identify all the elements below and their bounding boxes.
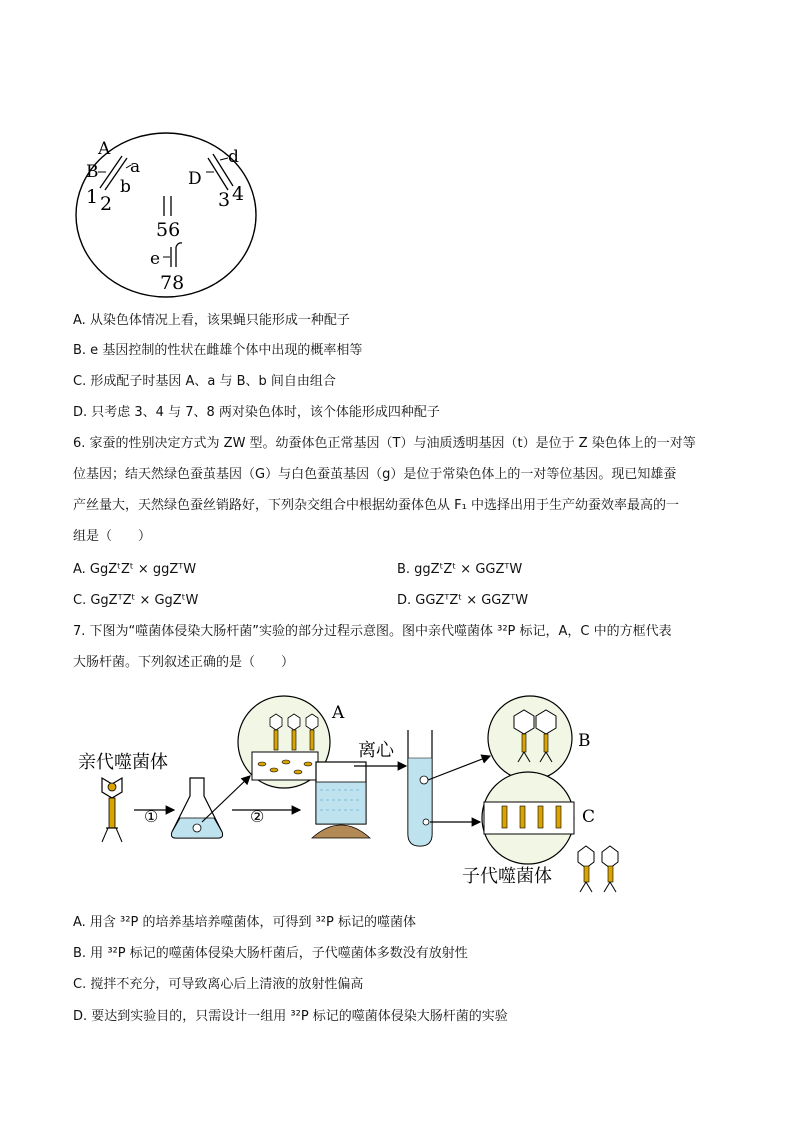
q5-option-c: C. 形成配子时基因 A、a 与 B、b 间自由组合 xyxy=(73,374,336,389)
q6-stem-line-2: 位基因；结天然绿色蚕茧基因（G）与白色蚕茧基因（g）是位于常染色体上的一对等位基因。现已知雄蚕 xyxy=(73,467,677,482)
q6-option-c: C. GgZᵀZᵗ × GgZᵗW xyxy=(73,593,199,608)
label-b: B xyxy=(578,731,591,751)
chromosome-5-6: 56 xyxy=(156,219,181,241)
q7-option-d: D. 要达到实验目的，只需设计一组用 ³²P 标记的噬菌体侵染大肠杆菌的实验 xyxy=(73,1009,508,1024)
gene-d: d xyxy=(228,147,239,167)
q5-option-d: D. 只考虑 3、4 与 7、8 两对染色体时，该个体能形成四种配子 xyxy=(73,405,440,420)
q6-option-a: A. GgZᵗZᵗ × ggZᵀW xyxy=(73,562,197,577)
q6-option-b: B. ggZᵗZᵗ × GGZᵀW xyxy=(397,562,523,577)
gene-B: B xyxy=(86,162,99,182)
q6-stem-line-1: 6. 家蚕的性别决定方式为 ZW 型。幼蚕体色正常基因（T）与油质透明基因（t）是位于 Z 染色体上的一对等 xyxy=(73,436,696,451)
label-c: C xyxy=(582,807,596,827)
chromosome-4: 4 xyxy=(232,183,245,205)
parent-phage-label: 亲代噬菌体 xyxy=(78,752,168,773)
centrifuge-label: 离心 xyxy=(358,740,394,761)
q5-option-a: A. 从染色体情况上看，该果蝇只能形成一种配子 xyxy=(73,313,350,328)
parent-phage-icon xyxy=(102,778,122,842)
label-a: A xyxy=(332,703,345,723)
q7-option-a: A. 用含 ³²P 的培养基培养噬菌体，可得到 ³²P 标记的噬菌体 xyxy=(73,915,416,930)
gene-D: D xyxy=(188,169,202,189)
q6-stem-line-4: 组是（ ） xyxy=(73,529,152,544)
mixing-beaker xyxy=(312,762,370,838)
gene-e: e xyxy=(150,249,161,269)
zoom-circle-c xyxy=(482,772,574,864)
chromosome-1: 1 xyxy=(86,186,99,208)
q6-option-d: D. GGZᵀZᵗ × GGZᵀW xyxy=(397,593,529,608)
gene-b: b xyxy=(120,177,131,197)
chromosome-2: 2 xyxy=(100,193,113,215)
q7-stem-line-1: 7. 下图为“噬菌体侵染大肠杆菌”实验的部分过程示意图。图中亲代噬菌体 ³²P 标记，A，C 中的方框代表 xyxy=(73,624,672,639)
step-1-label: ① xyxy=(144,807,159,826)
chromosome-7-8: 78 xyxy=(160,272,185,294)
gene-A: A xyxy=(98,139,111,159)
offspring-phage-label: 子代噬菌体 xyxy=(462,866,552,887)
step-2-label: ② xyxy=(250,807,265,826)
centrifuge-tube xyxy=(408,730,432,846)
q7-stem-line-2: 大肠杆菌。下列叙述正确的是（ ） xyxy=(73,655,295,670)
q7-option-c: C. 搅拌不充分，可导致离心后上清液的放射性偏高 xyxy=(73,977,364,992)
zoom-circle-b xyxy=(488,696,572,780)
q6-stem-line-3: 产丝量大，天然绿色蚕丝销路好，下列杂交组合中根据幼蚕体色从 F₁ 中选择出用于生产幼蚕效率最高的一 xyxy=(73,498,679,513)
chromosome-cell-figure xyxy=(70,120,270,300)
chromosome-3: 3 xyxy=(218,189,231,211)
gene-a: a xyxy=(130,157,141,177)
offspring-phage-icon xyxy=(578,846,618,892)
phage-experiment-figure xyxy=(70,690,630,900)
q5-option-b: B. e 基因控制的性状在雌雄个体中出现的概率相等 xyxy=(73,343,363,358)
culture-flask xyxy=(172,778,223,838)
q7-option-b: B. 用 ³²P 标记的噬菌体侵染大肠杆菌后，子代噬菌体多数没有放射性 xyxy=(73,946,468,961)
